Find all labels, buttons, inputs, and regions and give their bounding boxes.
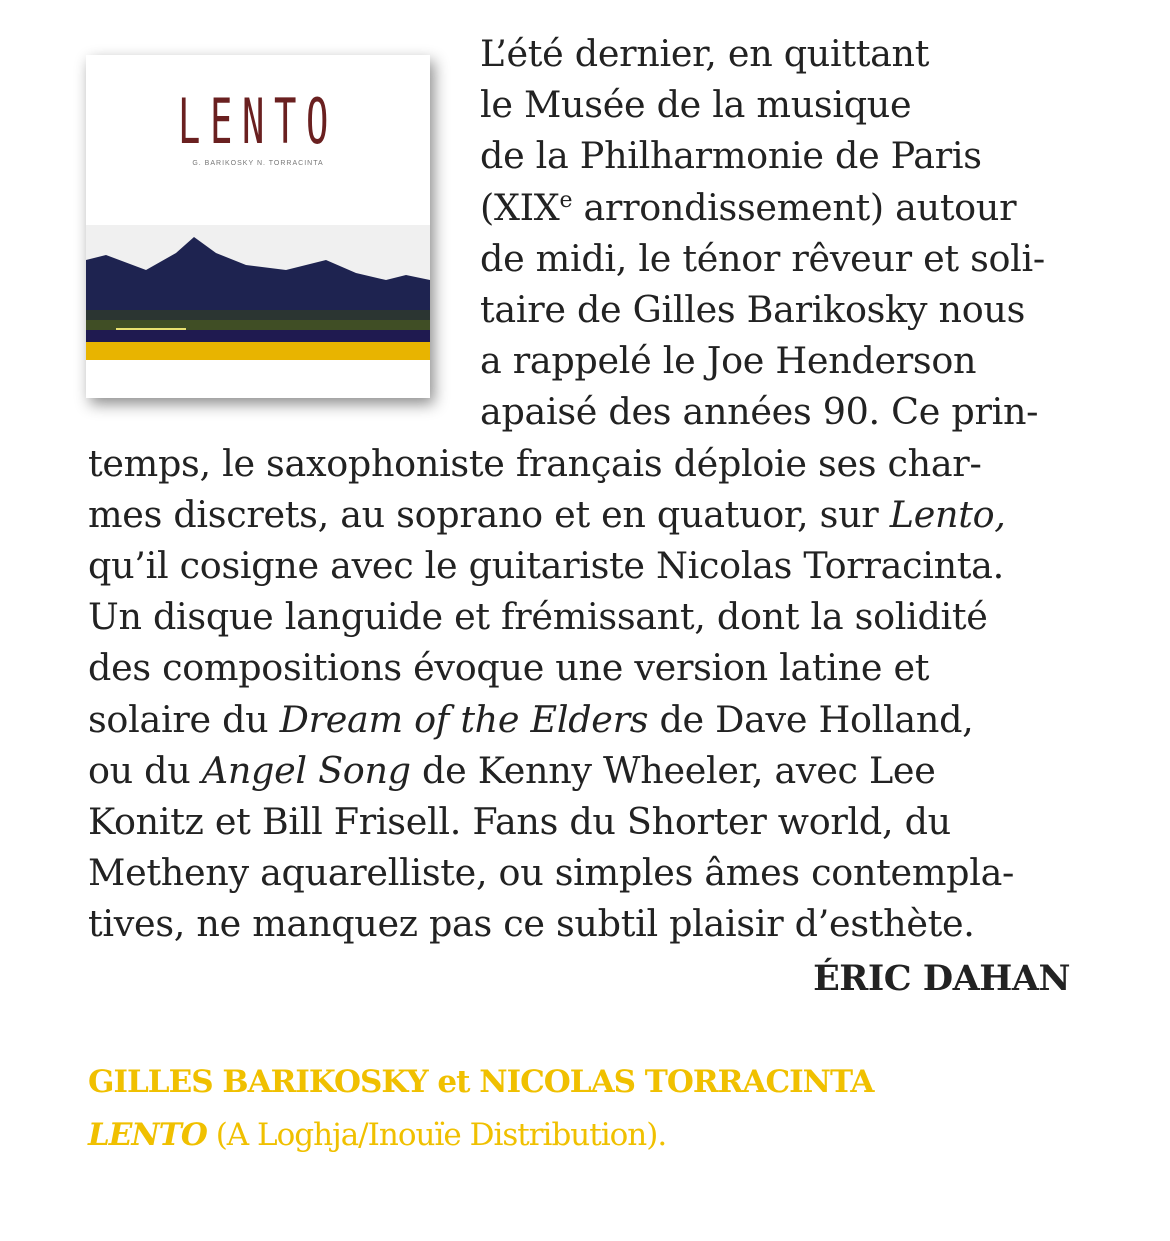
italic-title: Angel Song: [201, 748, 411, 792]
article-line: [88, 492, 1006, 536]
text-segment: solaire du: [88, 697, 280, 741]
text-segment: de la Philharmonie de Paris: [480, 134, 982, 178]
article-line: [480, 288, 1026, 331]
credit-artists: GILLES BARIKOSKY et NICOLAS TORRACINTA: [88, 1064, 874, 1100]
article-line: [480, 390, 1039, 434]
text-segment: Konitz et Bill Frisell. Fans du Shorter world, du: [88, 800, 951, 843]
text-segment: arrondissement) autour: [572, 185, 1017, 229]
text-segment: temps, le saxophoniste français déploie ses char-: [88, 441, 982, 485]
text-segment: le Musée de la musique: [480, 83, 912, 127]
article-line: [480, 32, 930, 75]
article-line: [88, 441, 982, 485]
article-line: [480, 236, 1045, 280]
text-segment: de midi, le ténor rêveur et soli-: [480, 236, 1045, 280]
text-segment: e: [559, 187, 573, 213]
text-segment: (XIX: [480, 185, 560, 229]
text-segment: ou du: [88, 748, 202, 792]
italic-title: Lento,: [889, 492, 1006, 536]
text-segment: tives, ne manquez pas ce subtil plaisir d’esthète.: [88, 902, 975, 946]
article-line: [88, 800, 951, 843]
text-segment: taire de Gilles Barikosky nous: [480, 288, 1026, 331]
article-line: [480, 83, 912, 127]
text-segment: de Dave Holland,: [648, 697, 974, 741]
article-line: [88, 544, 1004, 587]
article-line: [480, 339, 977, 383]
album-cover-title: LENTO: [178, 85, 338, 158]
album-cover-image: [86, 55, 430, 398]
credit-album-title: LENTO: [88, 1117, 207, 1153]
text-segment: Un disque languide et frémissant, dont la solidité: [88, 595, 988, 639]
author-byline: ÉRIC DAHAN: [813, 958, 1070, 999]
text-segment: mes discrets, au soprano et en quatuor, sur: [88, 492, 890, 536]
text-segment: apaisé des années 90. Ce prin-: [480, 390, 1039, 434]
text-segment: Metheny aquarelliste, ou simples âmes contempla-: [88, 851, 1015, 895]
text-segment: a rappelé le Joe Henderson: [480, 339, 977, 383]
article-line: [480, 134, 982, 178]
article-line: [88, 748, 936, 792]
mountain-painting: [86, 225, 430, 398]
text-segment: qu’il cosigne avec le guitariste Nicolas Torracinta.: [88, 544, 1004, 587]
italic-title: Dream of the Elders: [279, 697, 649, 741]
album-cover-names: G. BARIKOSKY N. TORRACINTA: [192, 160, 324, 167]
text-segment: des compositions évoque une version latine et: [88, 646, 930, 690]
article-line: [88, 697, 974, 741]
article-line: [480, 185, 1017, 229]
text-segment: de Kenny Wheeler, avec Lee: [410, 748, 936, 792]
text-segment: L’été dernier, en quittant: [480, 32, 930, 75]
article-line: [88, 646, 930, 690]
credit-label: (A Loghja/Inouïe Distribution).: [206, 1117, 667, 1153]
credit-release: [88, 1117, 666, 1153]
article-line: [88, 851, 1015, 895]
article-line: [88, 595, 988, 639]
article-line: [88, 902, 975, 946]
